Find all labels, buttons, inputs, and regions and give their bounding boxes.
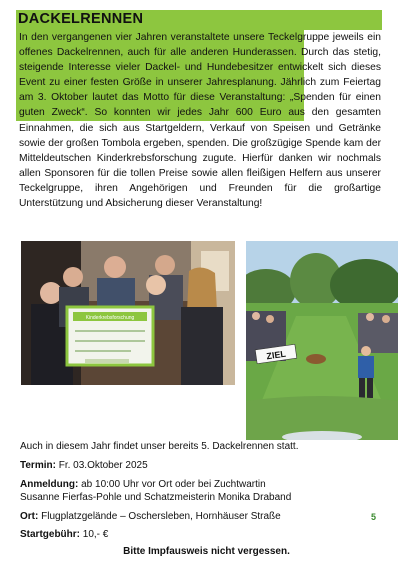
photo-check-handover-image <box>21 241 235 385</box>
finish-sign-text: ZIEL <box>265 348 287 362</box>
photo-race-finish <box>246 241 398 440</box>
registration-value-line2: Susanne Fierfas-Pohle und Schatzmeisterin Monika Draband <box>20 492 292 503</box>
photo-check-handover <box>21 241 235 385</box>
info-registration <box>20 478 380 504</box>
fee-value: 10,- € <box>82 529 109 540</box>
title-bar <box>16 10 382 30</box>
page-number: 5 <box>371 512 377 522</box>
info-fee <box>20 528 380 541</box>
info-intro <box>20 440 380 453</box>
page-title: DACKELRENNEN <box>18 11 144 27</box>
photo-race-finish-image <box>246 241 398 440</box>
fee-label: Startgebühr: <box>20 529 80 540</box>
registration-label: Anmeldung: <box>20 479 79 490</box>
vaccination-note: Bitte Impfausweis nicht vergessen. <box>123 546 290 557</box>
intro-text: Auch in diesem Jahr findet unser bereits 5. Dackelrennen statt. <box>20 441 299 452</box>
location-label: Ort: <box>20 511 39 522</box>
registration-value-line1: ab 10:00 Uhr vor Ort oder bei Zuchtwartin <box>81 479 266 490</box>
date-label: Termin: <box>20 460 56 471</box>
article-paragraph: In den vergangenen vier Jahren veranstaltete unsere Teckelgruppe jeweils ein offenes Dackelrennen, auch für alle anderen Hunderassen. Durch das stetig, steigende Interesse vieler Dackel- und Hundebesitzer entwickelt sich dieses Event zu einer festen Größe in unserer Jahresplanung. Jährlich zum Feiertag am 3. Oktober lautet das Motto für diese Veranstaltung: „Spenden für einen guten Zweck“. So konnten wir jedes Jahr 600 Euro aus den gesamten Einnahmen, die sich aus Startgeldern, Verkauf von Speisen und Getränke sowie der großen Tombola ergeben, spenden. Die großzügige Spende kam der Mitteldeutschen Kinderkrebsforschung zugute. Hierfür danken wir nochmals allen Sponsoren für die tollen Preise sowie allen fleißigen Helfern aus unserer Teckelgruppe, ihren Angehörigen und Freunden für die großartige Unterstützung und Absicherung dieser Veranstaltung! <box>19 32 381 210</box>
check-text: Kinderkrebsforschung <box>85 315 135 321</box>
info-date <box>20 459 380 472</box>
info-location <box>20 510 380 523</box>
date-value: Fr. 03.Oktober 2025 <box>58 460 148 471</box>
location-value: Flugplatzgelände – Oschersleben, Hornhäuser Straße <box>41 511 281 522</box>
